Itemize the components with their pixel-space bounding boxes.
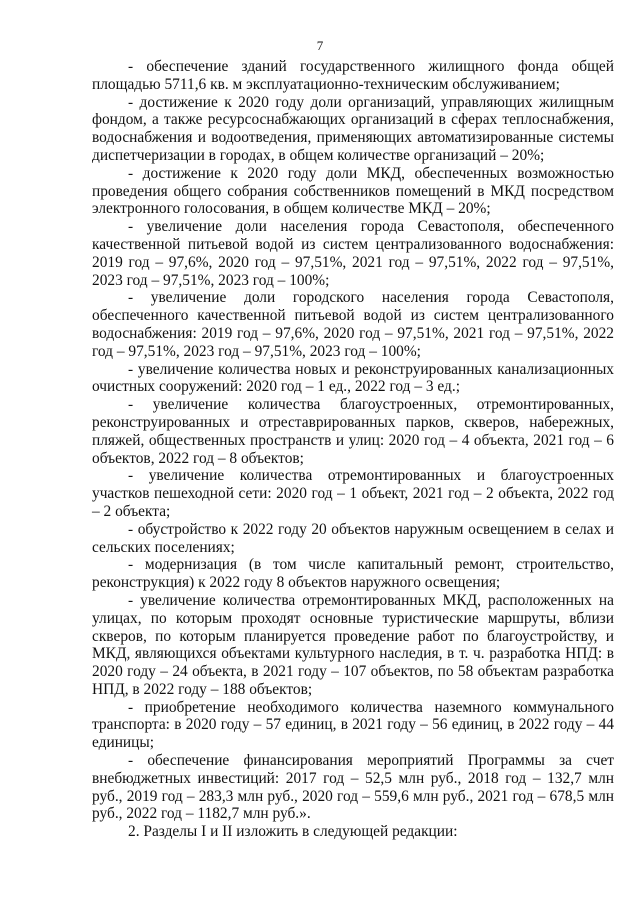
paragraph: 2. Разделы I и II изложить в следующей редакции: (128, 823, 458, 841)
paragraph: - увеличение количества благоустроенных, отремонтированных, реконструированных и отреставрированных парков, скверов, набережных, пляжей, общественных пространств и улиц: 2020 год – 4 объекта, 2021 год – 6 объектов, 2022 год – 8 объектов; (92, 396, 614, 467)
paragraph: - увеличение количества отремонтированных МКД, расположенных на улицах, по которым проходят основные туристические маршруты, вблизи скверов, по которым планируется проведение работ по благоустройству, и МКД, являющихся объектами культурного наследия, в т. ч. разработка НПД: в 2020 году – 24 объекта, в 2021 году – 107 объектов, по 58 объектам разработка НПД, в 2022 году – 188 объектов; (92, 591, 614, 698)
paragraph: - увеличение количества новых и реконструированных канализационных очистных сооружений: 2020 год – 1 ед., 2022 год – 3 ед.; (92, 360, 614, 396)
paragraph: - обустройство к 2022 году 20 объектов наружным освещением в селах и сельских поселениях; (92, 520, 614, 556)
page-number: 7 (316, 38, 324, 53)
paragraph: - модернизация (в том числе капитальный ремонт, строительство, реконструкция) к 2022 году 8 объектов наружного освещения; (92, 556, 614, 592)
document-body (92, 58, 614, 841)
paragraph: - увеличение количества отремонтированных и благоустроенных участков пешеходной сети: 2020 год – 1 объект, 2021 год – 2 объекта, 2022 год – 2 объекта; (92, 467, 614, 520)
paragraph: - увеличение доли городского населения города Севастополя, обеспеченного качественной питьевой водой из систем централизованного водоснабжения: 2019 год – 97,6%, 2020 год – 97,51%, 2021 год – 97,51%, 2022 год – 97,51%, 2023 год – 97,51%, 2023 год – 100%; (92, 289, 614, 360)
paragraph: - увеличение доли населения города Севастополя, обеспеченного качественной питьевой водой из систем централизованного водоснабжения: 2019 год – 97,6%, 2020 год – 97,51%, 2021 год – 97,51%, 2022 год – 97,51%, 2023 год – 97,51%, 2023 год – 100%; (92, 218, 614, 289)
paragraph: - приобретение необходимого количества наземного коммунального транспорта: в 2020 году – 57 единиц, в 2021 году – 56 единиц, в 2022 году – 44 единицы; (92, 698, 614, 752)
paragraph: - обеспечение финансирования мероприятий Программы за счет внебюджетных инвестиций: 2017 год – 52,5 млн руб., 2018 год – 132,7 млн руб., 2019 год – 283,3 млн руб., 2020 год – 559,6 млн руб., 2021 год – 678,5 млн руб., 2022 год – 1182,7 млн руб.». (92, 752, 614, 823)
paragraph: - обеспечение зданий государственного жилищного фонда общей площадью 5711,6 кв. м эксплуатационно-техническим обслуживанием; (92, 58, 614, 93)
paragraph: - достижение к 2020 году доли МКД, обеспеченных возможностью проведения общего собрания собственников помещений в МКД посредством электронного голосования, в общем количестве МКД – 20%; (92, 164, 614, 218)
paragraph: - достижение к 2020 году доли организаций, управляющих жилищным фондом, а также ресурсоснабжающих организаций в сферах теплоснабжения, водоснабжения и водоотведения, применяющих автоматизированные системы диспетчеризации в городах, в общем количестве организаций – 20%; (92, 93, 614, 164)
